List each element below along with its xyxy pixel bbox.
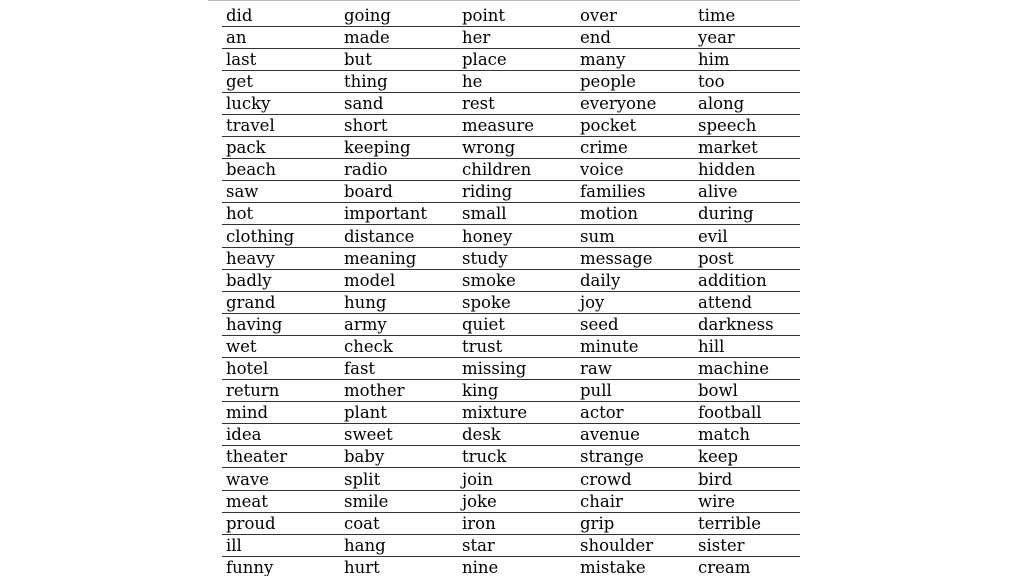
word-cell: having <box>222 313 340 335</box>
word-cell: keeping <box>340 137 458 159</box>
word-cell: grip <box>576 512 694 534</box>
table-row <box>222 380 800 402</box>
table-row <box>222 490 800 512</box>
word-cell: pack <box>222 137 340 159</box>
table-row <box>222 159 800 181</box>
word-cell: meat <box>222 490 340 512</box>
word-cell: children <box>458 159 576 181</box>
word-cell: speech <box>694 114 800 136</box>
word-cell: thing <box>340 70 458 92</box>
word-cell: hung <box>340 291 458 313</box>
word-cell: rest <box>458 92 576 114</box>
word-cell: travel <box>222 114 340 136</box>
word-cell: study <box>458 247 576 269</box>
word-cell: desk <box>458 424 576 446</box>
word-cell: motion <box>576 203 694 225</box>
word-cell: split <box>340 468 458 490</box>
word-cell: daily <box>576 269 694 291</box>
word-cell: minute <box>576 335 694 357</box>
word-list-body <box>222 4 800 576</box>
word-cell: people <box>576 70 694 92</box>
table-row <box>222 70 800 92</box>
word-cell: wire <box>694 490 800 512</box>
table-row <box>222 137 800 159</box>
word-cell: missing <box>458 358 576 380</box>
word-cell: shoulder <box>576 534 694 556</box>
word-cell: last <box>222 48 340 70</box>
table-row <box>222 26 800 48</box>
word-cell: heavy <box>222 247 340 269</box>
word-cell: plant <box>340 402 458 424</box>
word-cell: funny <box>222 556 340 576</box>
word-list-table <box>222 4 800 576</box>
word-cell: message <box>576 247 694 269</box>
word-cell: sand <box>340 92 458 114</box>
word-cell: strange <box>576 446 694 468</box>
word-cell: made <box>340 26 458 48</box>
word-cell: radio <box>340 159 458 181</box>
table-row <box>222 534 800 556</box>
word-cell: mistake <box>576 556 694 576</box>
word-cell: but <box>340 48 458 70</box>
word-cell: crime <box>576 137 694 159</box>
word-cell: her <box>458 26 576 48</box>
word-cell: smoke <box>458 269 576 291</box>
word-cell: going <box>340 4 458 26</box>
word-cell: hang <box>340 534 458 556</box>
table-row <box>222 181 800 203</box>
word-cell: darkness <box>694 313 800 335</box>
word-cell: beach <box>222 159 340 181</box>
word-cell: mind <box>222 402 340 424</box>
word-cell: terrible <box>694 512 800 534</box>
word-cell: point <box>458 4 576 26</box>
word-cell: iron <box>458 512 576 534</box>
table-row <box>222 424 800 446</box>
word-cell: seed <box>576 313 694 335</box>
table-row <box>222 446 800 468</box>
word-cell: year <box>694 26 800 48</box>
word-cell: machine <box>694 358 800 380</box>
word-cell: time <box>694 4 800 26</box>
word-cell: idea <box>222 424 340 446</box>
word-cell: everyone <box>576 92 694 114</box>
word-cell: riding <box>458 181 576 203</box>
word-cell: small <box>458 203 576 225</box>
word-cell: baby <box>340 446 458 468</box>
word-cell: match <box>694 424 800 446</box>
word-cell: truck <box>458 446 576 468</box>
top-divider <box>208 0 800 1</box>
word-cell: joy <box>576 291 694 313</box>
word-cell: wet <box>222 335 340 357</box>
word-cell: avenue <box>576 424 694 446</box>
word-cell: check <box>340 335 458 357</box>
word-cell: keep <box>694 446 800 468</box>
word-cell: mixture <box>458 402 576 424</box>
word-cell: mother <box>340 380 458 402</box>
word-cell: crowd <box>576 468 694 490</box>
table-row <box>222 247 800 269</box>
word-cell: addition <box>694 269 800 291</box>
word-cell: joke <box>458 490 576 512</box>
word-cell: an <box>222 26 340 48</box>
table-row <box>222 225 800 247</box>
word-cell: short <box>340 114 458 136</box>
word-cell: star <box>458 534 576 556</box>
word-cell: hotel <box>222 358 340 380</box>
table-row <box>222 114 800 136</box>
word-cell: raw <box>576 358 694 380</box>
word-cell: did <box>222 4 340 26</box>
word-cell: clothing <box>222 225 340 247</box>
word-cell: hill <box>694 335 800 357</box>
word-cell: attend <box>694 291 800 313</box>
table-row <box>222 4 800 26</box>
word-cell: sister <box>694 534 800 556</box>
word-cell: hidden <box>694 159 800 181</box>
word-cell: measure <box>458 114 576 136</box>
word-cell: model <box>340 269 458 291</box>
word-cell: hot <box>222 203 340 225</box>
word-cell: cream <box>694 556 800 576</box>
table-row <box>222 335 800 357</box>
table-row <box>222 556 800 576</box>
word-cell: hurt <box>340 556 458 576</box>
table-row <box>222 402 800 424</box>
word-cell: king <box>458 380 576 402</box>
table-row <box>222 358 800 380</box>
word-cell: honey <box>458 225 576 247</box>
word-cell: chair <box>576 490 694 512</box>
table-row <box>222 291 800 313</box>
word-cell: sweet <box>340 424 458 446</box>
word-cell: get <box>222 70 340 92</box>
word-cell: fast <box>340 358 458 380</box>
table-row <box>222 48 800 70</box>
word-cell: quiet <box>458 313 576 335</box>
word-cell: return <box>222 380 340 402</box>
word-cell: many <box>576 48 694 70</box>
word-cell: market <box>694 137 800 159</box>
word-cell: nine <box>458 556 576 576</box>
word-cell: during <box>694 203 800 225</box>
word-cell: distance <box>340 225 458 247</box>
word-cell: saw <box>222 181 340 203</box>
word-cell: important <box>340 203 458 225</box>
word-cell: badly <box>222 269 340 291</box>
word-cell: him <box>694 48 800 70</box>
word-cell: too <box>694 70 800 92</box>
word-cell: pull <box>576 380 694 402</box>
word-cell: post <box>694 247 800 269</box>
word-cell: pocket <box>576 114 694 136</box>
word-cell: board <box>340 181 458 203</box>
word-cell: grand <box>222 291 340 313</box>
table-row <box>222 92 800 114</box>
table-row <box>222 512 800 534</box>
word-cell: he <box>458 70 576 92</box>
word-cell: football <box>694 402 800 424</box>
word-cell: ill <box>222 534 340 556</box>
word-cell: smile <box>340 490 458 512</box>
word-cell: end <box>576 26 694 48</box>
word-cell: place <box>458 48 576 70</box>
word-cell: meaning <box>340 247 458 269</box>
word-cell: evil <box>694 225 800 247</box>
word-cell: wrong <box>458 137 576 159</box>
word-cell: along <box>694 92 800 114</box>
word-cell: join <box>458 468 576 490</box>
table-row <box>222 313 800 335</box>
word-cell: sum <box>576 225 694 247</box>
word-cell: alive <box>694 181 800 203</box>
word-cell: coat <box>340 512 458 534</box>
word-cell: army <box>340 313 458 335</box>
word-cell: wave <box>222 468 340 490</box>
word-cell: over <box>576 4 694 26</box>
word-cell: bowl <box>694 380 800 402</box>
word-cell: lucky <box>222 92 340 114</box>
word-cell: spoke <box>458 291 576 313</box>
word-cell: voice <box>576 159 694 181</box>
word-cell: theater <box>222 446 340 468</box>
word-cell: actor <box>576 402 694 424</box>
table-row <box>222 203 800 225</box>
table-row <box>222 269 800 291</box>
word-cell: families <box>576 181 694 203</box>
word-cell: proud <box>222 512 340 534</box>
word-cell: bird <box>694 468 800 490</box>
table-row <box>222 468 800 490</box>
word-cell: trust <box>458 335 576 357</box>
